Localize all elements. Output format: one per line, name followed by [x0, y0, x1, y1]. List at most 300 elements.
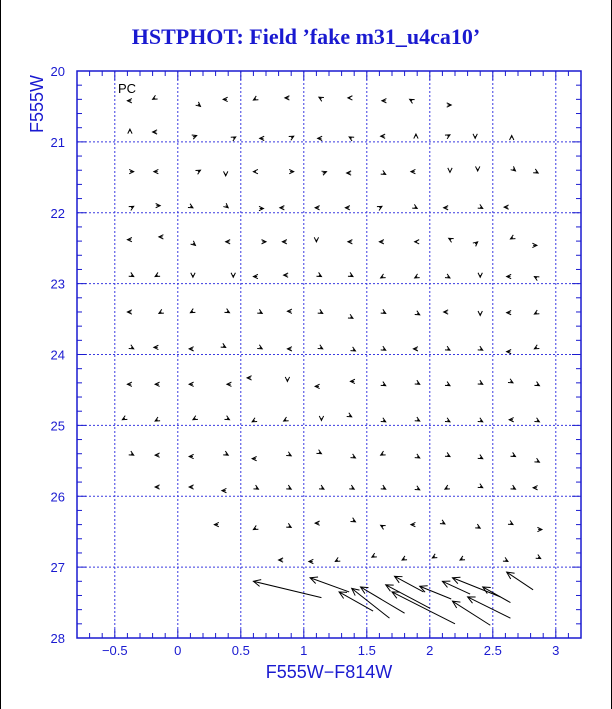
vector-marker — [532, 243, 537, 247]
arrow-head — [223, 203, 228, 208]
arrow-head — [478, 484, 483, 488]
arrow-head — [224, 416, 229, 420]
vector-marker — [534, 277, 539, 281]
vector-marker — [214, 522, 219, 526]
vector-marker — [284, 273, 289, 277]
arrow-head — [478, 380, 483, 384]
vector-marker — [286, 485, 291, 489]
vector-marker — [196, 102, 201, 107]
vector-marker — [503, 557, 508, 561]
vector-marker — [414, 134, 418, 139]
long-arrow — [452, 601, 490, 625]
vector-marker — [379, 240, 384, 244]
vector-marker — [287, 347, 292, 351]
vector-marker — [224, 171, 228, 176]
arrow-head — [253, 525, 258, 529]
arrow-head — [381, 382, 386, 386]
vector-marker — [412, 204, 417, 208]
vector-marker — [129, 272, 134, 276]
y-tick-label: 24 — [50, 347, 65, 363]
vector-marker — [413, 347, 418, 351]
vector-marker — [372, 553, 377, 557]
vector-marker — [127, 382, 132, 386]
vector-marker — [122, 416, 127, 420]
y-tick-label: 22 — [50, 205, 65, 221]
vector-marker — [227, 382, 232, 386]
y-axis-label: F555W — [27, 74, 47, 134]
vector-marker — [511, 166, 516, 171]
vector-marker — [191, 273, 195, 278]
vector-marker — [415, 240, 420, 244]
vector-marker — [432, 554, 437, 558]
arrow-head — [348, 314, 353, 318]
arrow-head — [190, 309, 195, 313]
long-arrow-shaft — [483, 587, 511, 603]
vector-marker — [345, 206, 350, 210]
arrow-head — [534, 458, 539, 462]
long-arrow-shaft — [452, 601, 490, 625]
vector-marker — [155, 485, 160, 489]
arrow-head — [381, 418, 386, 422]
arrow-head — [335, 557, 340, 561]
arrow-head — [192, 135, 197, 139]
arrow-head — [508, 379, 513, 383]
arrow-head — [381, 525, 386, 529]
arrow-head — [350, 347, 355, 351]
vector-marker — [447, 103, 452, 107]
vector-marker — [415, 274, 420, 278]
arrow-head — [381, 346, 386, 350]
arrow-head — [316, 450, 321, 454]
vector-marker — [381, 170, 386, 174]
vector-marker — [509, 418, 514, 422]
vector-marker — [377, 206, 382, 210]
vector-marker — [129, 451, 134, 455]
arrow-head — [412, 204, 417, 208]
y-tick-label: 20 — [50, 64, 65, 79]
vector-marker — [478, 418, 483, 422]
vector-marker — [415, 454, 420, 458]
vector-marker — [347, 413, 352, 417]
vector-marker — [460, 556, 465, 560]
y-tick-label: 27 — [50, 560, 65, 576]
arrow-head — [410, 99, 415, 103]
vector-marker — [415, 311, 420, 315]
vector-marker — [478, 455, 483, 459]
arrow-head — [191, 273, 195, 278]
vector-marker — [285, 96, 290, 100]
arrow-head — [448, 168, 452, 173]
arrow-head — [285, 377, 289, 382]
vector-marker — [257, 309, 262, 313]
arrow-head — [350, 454, 355, 458]
arrow-head — [253, 485, 258, 489]
vector-marker — [223, 451, 228, 455]
arrow-head — [534, 310, 539, 314]
vector-marker — [534, 382, 539, 386]
vector-marker — [190, 309, 195, 313]
y-tick-label: 25 — [50, 418, 65, 434]
vector-marker — [381, 451, 386, 455]
vector-marker — [444, 206, 449, 210]
vector-marker — [129, 345, 134, 349]
vector-marker — [350, 454, 355, 458]
arrow-head — [221, 343, 226, 347]
vector-marker — [348, 96, 353, 100]
x-tick-label: 3 — [552, 643, 560, 658]
vector-marker — [473, 134, 477, 139]
vector-marker — [507, 311, 512, 315]
vector-marker — [319, 416, 323, 421]
arrow-head — [534, 345, 539, 349]
vector-marker — [127, 99, 132, 103]
arrow-head — [284, 417, 289, 421]
vector-marker — [289, 136, 294, 140]
vector-marker — [189, 485, 194, 489]
vector-marker — [315, 521, 320, 525]
x-tick-label: 0.5 — [231, 643, 250, 658]
arrow-head — [534, 382, 539, 386]
vector-marker — [504, 205, 509, 209]
vector-marker — [415, 486, 420, 490]
arrow-head — [193, 416, 198, 420]
arrow-head — [478, 273, 482, 278]
vector-marker — [348, 240, 353, 244]
vector-marker — [159, 235, 164, 239]
arrow-head — [349, 137, 354, 141]
vector-marker — [127, 310, 132, 314]
vector-marker — [189, 382, 194, 386]
vector-marker — [478, 311, 482, 316]
vector-marker — [128, 129, 132, 134]
vector-marker — [445, 452, 450, 456]
vector-marker — [252, 457, 257, 461]
arrow-head — [224, 171, 228, 176]
vector-marker — [253, 485, 258, 489]
arrow-head — [252, 418, 257, 422]
vector-marker — [285, 377, 289, 382]
x-tick-label: 0 — [174, 643, 182, 658]
vector-marker — [315, 206, 320, 210]
arrow-head — [348, 272, 353, 276]
vector-marker — [224, 416, 229, 420]
arrow-head — [188, 204, 193, 208]
vector-marker — [534, 310, 539, 314]
arrow-head — [445, 418, 450, 422]
arrow-head — [476, 166, 480, 171]
vector-marker — [252, 418, 257, 422]
arrow-head — [286, 452, 291, 456]
arrow-head — [286, 485, 291, 489]
vector-marker — [284, 417, 289, 421]
arrow-head — [534, 277, 539, 281]
long-arrow-shaft — [310, 578, 349, 592]
arrow-head — [445, 135, 450, 139]
arrow-head — [510, 485, 515, 489]
vector-marker — [348, 272, 353, 276]
arrow-head — [155, 272, 160, 276]
vector-marker — [478, 204, 483, 208]
vector-marker — [411, 522, 416, 526]
arrow-head — [381, 485, 386, 489]
vector-marker — [449, 238, 454, 242]
arrow-head — [196, 102, 201, 107]
vector-marker — [280, 206, 285, 210]
vector-marker — [253, 525, 258, 529]
arrow-head — [153, 95, 158, 99]
vector-marker — [315, 384, 320, 388]
vector-marker — [350, 347, 355, 351]
vector-marker — [221, 343, 226, 347]
vector-marker — [224, 309, 229, 313]
vector-marker — [319, 485, 324, 489]
long-arrow — [253, 580, 321, 598]
vector-marker — [445, 382, 450, 386]
vector-marker — [318, 345, 323, 349]
vector-marker — [402, 556, 407, 560]
vector-marker — [335, 557, 340, 561]
arrow-head — [478, 346, 483, 350]
vector-marker — [478, 380, 483, 384]
vector-marker — [156, 203, 161, 207]
arrow-head — [452, 601, 460, 608]
vector-marker — [127, 238, 132, 242]
x-tick-label: 1.5 — [357, 643, 376, 658]
vector-marker — [222, 488, 227, 492]
vector-marker — [195, 170, 200, 174]
vector-marker — [348, 314, 353, 318]
arrow-head — [445, 382, 450, 386]
arrow-head — [191, 241, 196, 246]
arrow-head — [377, 206, 382, 210]
vector-marker — [154, 345, 159, 349]
vector-marker — [155, 453, 160, 457]
long-arrow — [420, 586, 452, 599]
vector-marker — [314, 237, 318, 242]
vector-marker — [350, 518, 355, 522]
arrow-head — [536, 555, 541, 559]
vector-marker — [253, 96, 258, 100]
vector-marker — [510, 452, 515, 456]
vector-marker — [478, 273, 482, 278]
vector-marker — [319, 97, 324, 101]
vector-marker — [253, 169, 258, 173]
x-tick-label: 1 — [300, 643, 308, 658]
vector-marker — [415, 417, 420, 421]
arrow-head — [286, 523, 291, 527]
arrow-head — [445, 274, 450, 278]
vector-marker — [445, 135, 450, 139]
grid-layer — [77, 71, 581, 638]
vector-marker — [350, 379, 355, 383]
vector-marker — [534, 458, 539, 462]
long-arrow — [507, 572, 533, 590]
arrow-head — [129, 345, 134, 349]
arrow-head — [257, 309, 262, 313]
vector-marker — [510, 135, 514, 140]
vector-marker — [478, 484, 483, 488]
arrow-head — [319, 416, 323, 421]
vector-marker — [381, 274, 386, 278]
arrow-head — [314, 237, 318, 242]
vector-marker — [510, 485, 515, 489]
vector-marker — [286, 523, 291, 527]
vector-marker — [473, 242, 478, 247]
vector-marker — [536, 555, 541, 559]
arrow-head — [508, 520, 513, 524]
x-tick-label: 2 — [426, 643, 434, 658]
vector-marker — [153, 130, 158, 134]
arrow-head — [224, 309, 229, 313]
vector-marker — [247, 376, 252, 380]
vector-marker — [445, 418, 450, 422]
vector-marker — [155, 272, 160, 276]
arrow-head — [475, 524, 480, 528]
y-tick-label: 23 — [50, 276, 65, 292]
vector-marker — [260, 136, 265, 140]
vector-marker — [411, 169, 416, 173]
vector-marker — [349, 137, 354, 141]
vector-marker — [381, 485, 386, 489]
vector-marker — [153, 95, 158, 99]
long-arrow-shaft — [395, 576, 424, 592]
vector-marker — [507, 274, 512, 278]
arrow-head — [129, 451, 134, 455]
y-tick-label: 21 — [50, 134, 65, 150]
arrow-head — [350, 518, 355, 522]
vector-marker — [381, 309, 386, 313]
vector-marker — [381, 134, 386, 138]
arrow-head — [319, 97, 324, 101]
arrow-head — [510, 135, 514, 140]
vector-marker — [289, 169, 294, 173]
vector-marker — [507, 349, 512, 353]
arrow-head — [449, 238, 454, 242]
vector-marker — [259, 206, 264, 210]
arrow-head — [381, 170, 386, 174]
arrow-head — [223, 451, 228, 455]
vector-marker — [476, 166, 480, 171]
arrow-head — [318, 309, 323, 313]
arrow-head — [402, 556, 407, 560]
long-arrow-shaft — [386, 585, 430, 608]
arrow-head — [129, 206, 134, 210]
y-tick-label: 28 — [50, 631, 65, 646]
vector-marker — [445, 274, 450, 278]
long-arrow-shaft — [420, 586, 452, 599]
vector-marker — [534, 345, 539, 349]
vector-marker — [475, 524, 480, 528]
vector-marker — [381, 346, 386, 350]
vector-marker — [444, 310, 449, 314]
vector-marker — [231, 137, 236, 141]
vector-marker — [129, 206, 134, 210]
arrow-head — [445, 485, 450, 489]
long-arrow — [386, 585, 430, 608]
arrow-head — [129, 272, 134, 276]
vector-marker — [410, 99, 415, 103]
vector-marker — [510, 235, 515, 239]
vector-marker — [381, 382, 386, 386]
vector-marker — [316, 272, 321, 276]
ticks-layer — [51, 64, 581, 658]
arrow-head — [432, 554, 437, 558]
vector-marker — [309, 559, 314, 563]
vector-marker — [191, 241, 196, 246]
y-tick-label: 26 — [50, 489, 65, 505]
vector-marker — [226, 240, 231, 244]
chart-title: HSTPHOT: Field ’fake m31_u4ca10’ — [131, 24, 481, 49]
vector-marker — [347, 171, 352, 175]
vector-marker — [154, 169, 159, 173]
arrow-head — [231, 273, 235, 278]
vector-marker — [322, 171, 327, 175]
vector-marker — [318, 309, 323, 313]
vector-marker — [279, 558, 284, 562]
long-arrow — [395, 576, 424, 592]
arrow-head — [155, 417, 160, 421]
vector-marker — [316, 450, 321, 454]
vector-marker — [155, 382, 160, 386]
arrow-head — [511, 166, 516, 171]
arrow-head — [440, 520, 445, 524]
arrow-head — [445, 346, 450, 350]
vector-marker — [231, 273, 235, 278]
vector-marker — [223, 203, 228, 208]
arrow-head — [415, 486, 420, 490]
vector-marker — [508, 379, 513, 383]
arrow-head — [478, 418, 483, 422]
vector-marker — [159, 309, 164, 313]
arrow-head — [122, 416, 127, 420]
vector-marker — [287, 309, 292, 313]
vector-marker — [478, 346, 483, 350]
vector-marker — [533, 169, 538, 173]
x-tick-label: −0.5 — [101, 643, 128, 658]
vector-marker — [415, 380, 420, 384]
vector-marker — [448, 168, 452, 173]
vector-marker — [508, 520, 513, 524]
vector-marker — [286, 452, 291, 456]
arrow-head — [195, 170, 200, 174]
vector-marker — [155, 417, 160, 421]
arrow-head — [478, 455, 483, 459]
arrow-head — [381, 451, 386, 455]
long-arrow — [483, 587, 511, 603]
arrow-head — [231, 137, 236, 141]
vector-marker — [223, 97, 228, 101]
x-tick-label: 2.5 — [483, 643, 502, 658]
arrow-head — [534, 418, 539, 422]
arrow-head — [415, 380, 420, 384]
arrow-head — [128, 129, 132, 134]
arrow-head — [322, 171, 327, 175]
vector-marker — [440, 520, 445, 524]
vector-marker — [381, 525, 386, 529]
arrow-head — [316, 272, 321, 276]
vector-marker — [189, 347, 194, 351]
arrow-head — [415, 417, 420, 421]
arrow-head — [257, 345, 262, 349]
vector-marker — [445, 485, 450, 489]
arrow-head — [510, 235, 515, 239]
vector-marker — [261, 240, 266, 244]
arrow-head — [503, 557, 508, 561]
arrow-head — [349, 485, 354, 489]
arrow-head — [347, 413, 352, 417]
arrow-head — [318, 345, 323, 349]
vector-marker — [533, 486, 538, 490]
